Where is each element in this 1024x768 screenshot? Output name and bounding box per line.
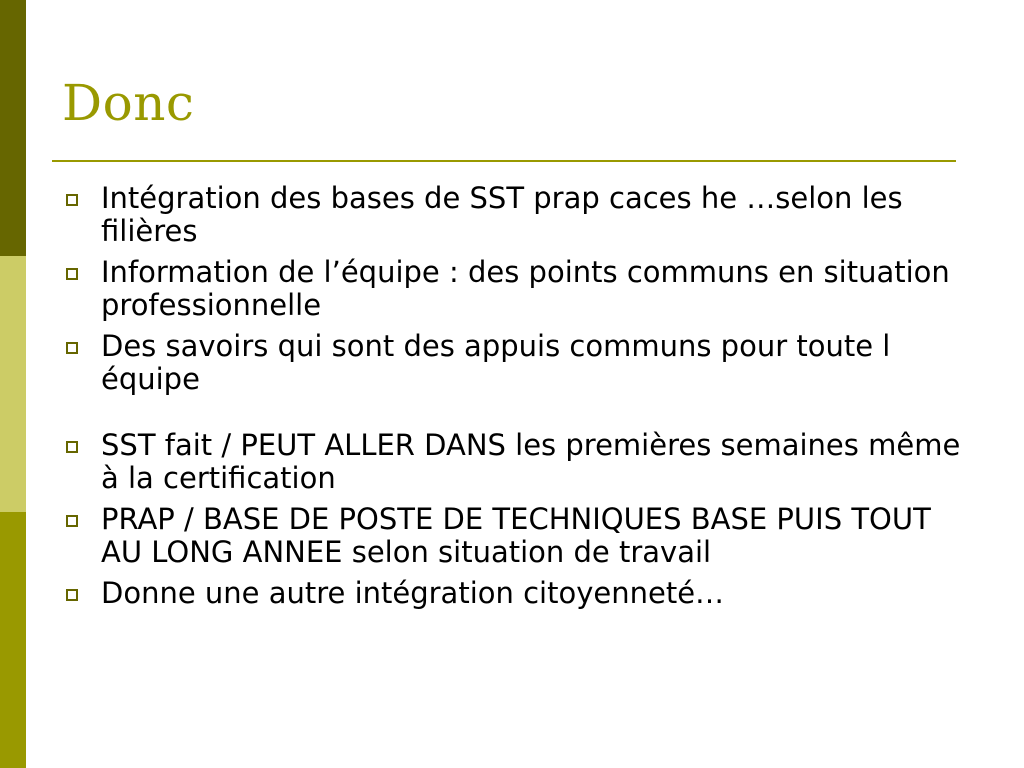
hollow-square-icon xyxy=(66,342,78,354)
hollow-square-icon xyxy=(66,589,78,601)
bullet-text: Intégration des bases de SST prap caces he …selon les filières xyxy=(101,181,903,248)
decor-bar-middle xyxy=(0,256,26,512)
decor-bar-bottom xyxy=(0,512,26,768)
bullet-text: Information de l’équipe : des points communs en situation professionnelle xyxy=(101,255,950,322)
hollow-square-icon xyxy=(66,268,78,280)
bullet-item xyxy=(64,330,964,396)
bullet-text: Des savoirs qui sont des appuis communs pour toute l équipe xyxy=(101,329,891,396)
bullet-text: Donne une autre intégration citoyenneté… xyxy=(101,576,725,610)
bullet-item xyxy=(64,256,964,322)
bullet-item xyxy=(64,503,964,569)
bullet-item xyxy=(64,429,964,495)
bullet-text: SST fait / PEUT ALLER DANS les premières semaines même à la certification xyxy=(101,428,961,495)
bullet-text: PRAP / BASE DE POSTE DE TECHNIQUES BASE PUIS TOUT AU LONG ANNEE selon situation de travail xyxy=(101,502,931,569)
bullet-item xyxy=(64,182,964,248)
title-divider xyxy=(52,160,956,162)
bullet-list xyxy=(64,182,964,618)
bullet-item xyxy=(64,577,964,610)
hollow-square-icon xyxy=(66,441,78,453)
slide-title: Donc xyxy=(62,74,195,132)
decor-bar-top xyxy=(0,0,26,256)
hollow-square-icon xyxy=(66,194,78,206)
hollow-square-icon xyxy=(66,515,78,527)
